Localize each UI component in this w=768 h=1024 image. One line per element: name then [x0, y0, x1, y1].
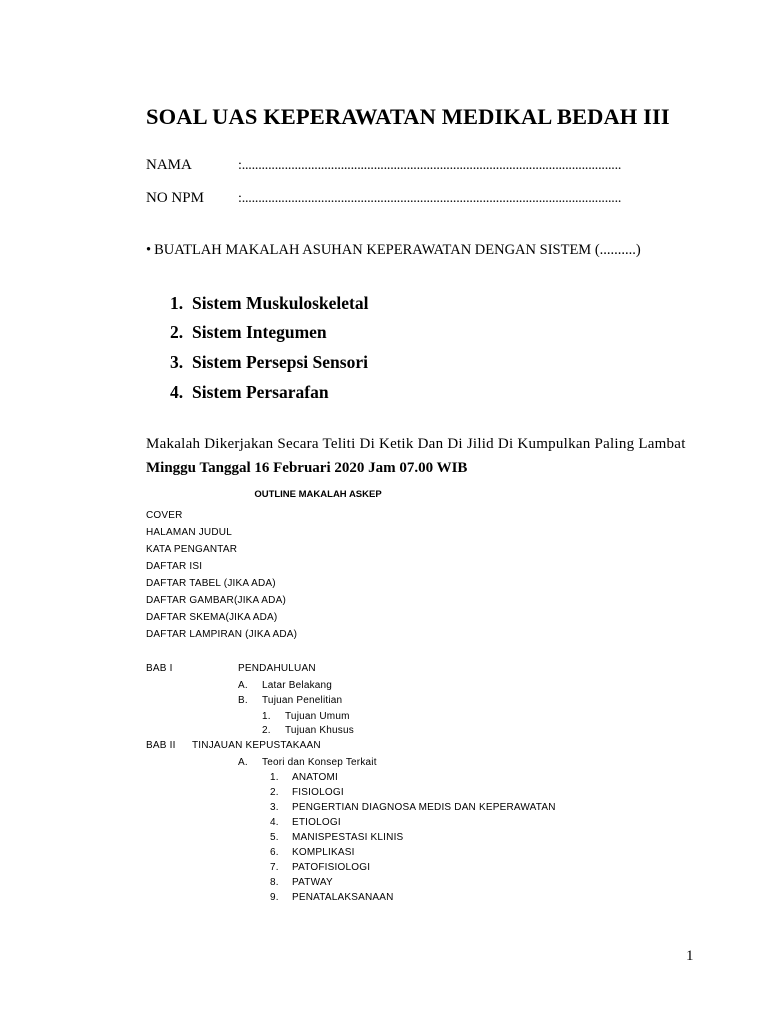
bab2-subitem-num: 3.	[270, 802, 279, 813]
bab2-label: BAB II	[146, 740, 176, 751]
front-matter-item: DAFTAR ISI	[146, 561, 203, 572]
front-matter-item: DAFTAR GAMBAR(JIKA ADA)	[146, 595, 286, 606]
front-matter-item: HALAMAN JUDUL	[146, 527, 232, 538]
deadline: Minggu Tanggal 16 Februari 2020 Jam 07.00 WIB	[146, 460, 468, 476]
bab1-item: Tujuan Penelitian	[262, 695, 343, 706]
bab1-item-letter: A.	[238, 680, 248, 691]
bab2-subitem-num: 9.	[270, 892, 279, 903]
instruction	[146, 242, 641, 259]
system-item: 3. Sistem Persepsi Sensori	[170, 352, 368, 372]
nama-field: :...................................................................................................................	[238, 158, 622, 173]
npm-field: :...................................................................................................................	[238, 191, 622, 206]
bab2-subitem: PATWAY	[292, 877, 333, 888]
bab2-subitem-num: 7.	[270, 862, 279, 873]
instruction-text: BUATLAH MAKALAH ASUHAN KEPERAWATAN DENGAN SISTEM (..........)	[154, 242, 641, 258]
front-matter-item: KATA PENGANTAR	[146, 544, 238, 555]
bab2-subitem: MANISPESTASI KLINIS	[292, 832, 404, 843]
npm-label: NO NPM	[146, 190, 204, 206]
bab2-subitem-num: 1.	[270, 772, 279, 783]
bab2-subitem-num: 2.	[270, 787, 279, 798]
bab1-subitem: Tujuan Umum	[285, 711, 350, 722]
bab2-subitem-num: 6.	[270, 847, 279, 858]
outline-title: OUTLINE MAKALAH ASKEP	[254, 489, 382, 500]
bab2-subitem: PENATALAKSANAAN	[292, 892, 394, 903]
bab1-subitem-num: 2.	[262, 725, 271, 736]
bab2-subitem: FISIOLOGI	[292, 787, 344, 798]
bab1-title: PENDAHULUAN	[238, 663, 316, 674]
system-item: 4. Sistem Persarafan	[170, 382, 329, 402]
front-matter-item: DAFTAR TABEL (JIKA ADA)	[146, 578, 276, 589]
bab2-subitem-num: 4.	[270, 817, 279, 828]
nama-label: NAMA	[146, 157, 192, 173]
bab2-item: Teori dan Konsep Terkait	[262, 757, 377, 768]
bab2-subitem-num: 8.	[270, 877, 279, 888]
bab2-subitem: ETIOLOGI	[292, 817, 341, 828]
bab1-subitem: Tujuan Khusus	[285, 725, 354, 736]
system-item: 2. Sistem Integumen	[170, 322, 327, 342]
bullet-icon: •	[146, 242, 152, 258]
bab2-subitem: KOMPLIKASI	[292, 847, 355, 858]
front-matter-item: COVER	[146, 510, 183, 521]
bab2-item-letter: A.	[238, 757, 248, 768]
submission-paragraph: Makalah Dikerjakan Secara Teliti Di Ketik Dan Di Jilid Di Kumpulkan Paling Lambat	[146, 436, 686, 452]
bab2-subitem: PATOFISIOLOGI	[292, 862, 371, 873]
document-title: SOAL UAS KEPERAWATAN MEDIKAL BEDAH III	[146, 104, 670, 129]
bab2-subitem: PENGERTIAN DIAGNOSA MEDIS DAN KEPERAWATAN	[292, 802, 556, 813]
bab1-item-letter: B.	[238, 695, 248, 706]
bab2-title: TINJAUAN KEPUSTAKAAN	[192, 740, 321, 751]
bab1-label: BAB I	[146, 663, 173, 674]
bab1-item: Latar Belakang	[262, 680, 333, 691]
front-matter-item: DAFTAR SKEMA(JIKA ADA)	[146, 612, 278, 623]
bab2-subitem: ANATOMI	[292, 772, 339, 783]
front-matter-item: DAFTAR LAMPIRAN (JIKA ADA)	[146, 629, 298, 640]
system-item: 1. Sistem Muskuloskeletal	[170, 293, 369, 313]
page-number: 1	[686, 948, 694, 964]
bab2-subitem-num: 5.	[270, 832, 279, 843]
bab1-subitem-num: 1.	[262, 711, 271, 722]
